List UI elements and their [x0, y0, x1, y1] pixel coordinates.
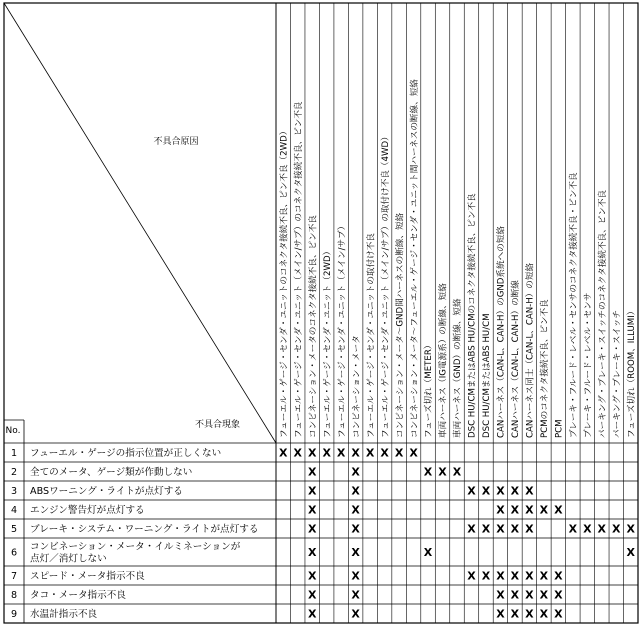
cause-mark: X: [626, 522, 636, 536]
cause-mark: X: [481, 484, 491, 498]
cause-mark: X: [351, 569, 360, 583]
cause-mark: X: [539, 569, 549, 583]
cause-label: パーキング・ブレーキ・スイッチのコネクタ接続不良、ピン不良: [598, 189, 608, 438]
row-number: 2: [10, 467, 18, 478]
table-row: [11, 466, 462, 479]
row-number: 7: [10, 571, 18, 582]
cause-label: フューエル・ゲージ・センダ・ユニット（2WD）: [322, 246, 333, 438]
cause-mark: X: [322, 446, 331, 460]
table-row: [11, 485, 534, 498]
cause-mark: X: [365, 446, 375, 460]
table-row: [11, 447, 418, 460]
cause-mark: X: [394, 446, 404, 460]
cause-mark: X: [510, 569, 520, 583]
cause-mark: X: [510, 607, 520, 621]
cause-label: フューエル・ゲージ・センダ・ユニット（メイン/サブ）のコネクタ接続不良、ピン不良: [293, 101, 304, 438]
cause-label: ブレーキ・フルード・レベル・センサのコネクタ接続不良・ピン不良: [569, 172, 580, 438]
row-symptom: エンジン警告灯が点灯する: [30, 505, 145, 516]
cause-mark: X: [554, 569, 563, 583]
no-column-header: No.: [5, 426, 21, 436]
cause-mark: X: [583, 522, 592, 536]
cause-label: CANハーネス（CAN-L、CAN-H）のGND系統への短絡: [496, 226, 507, 438]
cause-mark: X: [452, 465, 462, 479]
cause-label: フューエル・ゲージ・センダ・ユニット（メイン/サブ）の取付け不良（4WD）: [380, 132, 391, 438]
cause-mark: X: [525, 607, 534, 621]
cause-mark: X: [380, 446, 389, 460]
cause-mark: X: [539, 503, 549, 517]
cause-label: フューエル・ゲージ・センダ・ユニット（メイン/サブ）: [337, 221, 348, 438]
cause-label: 車両ハーネス（GND）の断線、短絡: [453, 298, 464, 438]
cause-mark: X: [307, 607, 317, 621]
table-row: [11, 504, 563, 517]
cause-mark: X: [525, 588, 534, 602]
cause-mark: X: [467, 522, 476, 536]
cause-mark: X: [510, 484, 520, 498]
cause-label: コンビネーション・メータ～フューエル・ゲージ・センダ・ユニット間ハーネスの断線、短絡: [409, 79, 420, 438]
cause-mark: X: [525, 503, 534, 517]
cause-mark: X: [423, 465, 433, 479]
cause-mark: X: [351, 522, 360, 536]
cause-label: コンビネーション・メータ: [351, 335, 362, 438]
row-number: 1: [10, 448, 18, 459]
row-symptom: コンビネーション・メータ・イルミネーションが: [30, 541, 241, 553]
cause-label: 車両ハーネス（IG電源系）の断線、短絡: [438, 283, 449, 438]
row-symptom: フューエル・ゲージの指示位置が正しくない: [30, 448, 222, 459]
cause-mark: X: [307, 465, 317, 479]
cause-mark: X: [307, 484, 317, 498]
cause-label: フューエル・ゲージ・センダ・ユニットの取付け不良: [366, 233, 377, 438]
row-symptom: 点灯／消灯しない: [30, 553, 107, 565]
cause-mark: X: [568, 522, 578, 536]
cause-label: コンビネーション・メータ～GND間ハーネスの断線、短絡: [395, 212, 406, 438]
cause-label: フューズ切れ（METER）: [424, 340, 435, 438]
table-row: [11, 608, 563, 621]
cause-mark: X: [336, 446, 346, 460]
cause-label: CANハーネス同士（CAN-L、CAN-H）の短絡: [525, 262, 536, 438]
row-symptom: タコ・メータ指示不良: [30, 590, 126, 601]
cause-mark: X: [351, 588, 360, 602]
cause-mark: X: [525, 484, 534, 498]
cause-mark: X: [554, 588, 563, 602]
cause-mark: X: [481, 522, 491, 536]
row-number: 5: [10, 524, 18, 535]
symptom-header: 不具合現象: [194, 420, 240, 430]
cause-mark: X: [351, 446, 360, 460]
cause-mark: X: [612, 522, 621, 536]
cause-mark: X: [293, 446, 302, 460]
table-row: [11, 570, 563, 583]
cause-mark: X: [496, 503, 505, 517]
cause-mark: X: [307, 446, 317, 460]
cause-mark: X: [539, 588, 549, 602]
row-symptom: 全てのメータ、ゲージ類が作動しない: [30, 467, 193, 478]
cause-label: PCM: [554, 419, 565, 438]
cause-mark: X: [539, 607, 549, 621]
cause-labels: [277, 79, 637, 438]
cause-mark: X: [525, 569, 534, 583]
symptom-rows: [11, 447, 636, 621]
cause-label: CANハーネス（CAN-L、CAN-H）の断線: [511, 280, 522, 438]
cause-mark: X: [496, 484, 505, 498]
cause-mark: X: [467, 569, 476, 583]
cause-label: ブレーキ・フルード・レベル・センサ: [583, 292, 594, 438]
cause-mark: X: [481, 569, 491, 583]
cause-mark: X: [351, 607, 360, 621]
cause-label: DSC HU/CMまたはABS HU/CMのコネクタ接続不良、ピン不良: [467, 193, 478, 438]
cause-mark: X: [438, 465, 447, 479]
row-number: 3: [10, 486, 18, 497]
cause-mark: X: [554, 503, 563, 517]
cause-mark: X: [307, 588, 317, 602]
cause-mark: X: [307, 546, 317, 559]
cause-label: コンビネーション・メータのコネクタ接続不良、ピン不良: [308, 215, 319, 438]
cause-mark: X: [496, 588, 505, 602]
cause-mark: X: [467, 484, 476, 498]
cause-mark: X: [510, 588, 520, 602]
cause-mark: X: [496, 569, 505, 583]
cause-mark: X: [351, 465, 360, 479]
cause-label: PCMのコネクタ接続不良、ピン不良: [540, 299, 551, 438]
cause-mark: X: [409, 446, 418, 460]
cause-mark: X: [626, 546, 636, 559]
cause-mark: X: [351, 546, 360, 559]
cause-mark: X: [307, 522, 317, 536]
cause-mark: X: [423, 546, 433, 559]
table-row: [11, 523, 636, 536]
row-number: 6: [10, 547, 18, 559]
cause-mark: X: [597, 522, 607, 536]
row-number: 8: [10, 590, 18, 601]
cause-label: フューズ切れ（ROOM、ILLUMI）: [626, 306, 637, 438]
row-symptom: ブレーキ・システム・ワーニング・ライトが点灯する: [30, 524, 259, 535]
cause-mark: X: [307, 503, 317, 517]
cause-mark: X: [496, 607, 505, 621]
cause-mark: X: [307, 569, 317, 583]
cause-mark: X: [496, 522, 505, 536]
cause-mark: X: [278, 446, 288, 460]
row-symptom: ABSワーニング・ライトが点灯する: [30, 486, 183, 497]
cause-mark: X: [525, 522, 534, 536]
table-row: [11, 542, 636, 565]
cause-label: DSC HU/CMまたはABS HU/CM: [482, 313, 493, 438]
row-number: 9: [10, 609, 18, 620]
table-row: [11, 589, 563, 602]
cause-label: フューエル・ゲージ・センダ・ユニットのコネクタ接続不良、ピン不良（2WD）: [279, 126, 290, 438]
cause-mark: X: [554, 607, 563, 621]
cause-mark: X: [510, 522, 520, 536]
cause-mark: X: [351, 484, 360, 498]
cause-header: 不具合原因: [153, 137, 199, 147]
header-diagonal: [4, 3, 276, 443]
row-symptom: スピード・メータ指示不良: [30, 571, 145, 582]
cause-mark: X: [510, 503, 520, 517]
cause-label: パーキング・ブレーキ・スイッチ: [612, 310, 623, 438]
row-number: 4: [10, 505, 18, 516]
cause-mark: X: [351, 503, 360, 517]
row-symptom: 水温計指示不良: [30, 609, 98, 620]
